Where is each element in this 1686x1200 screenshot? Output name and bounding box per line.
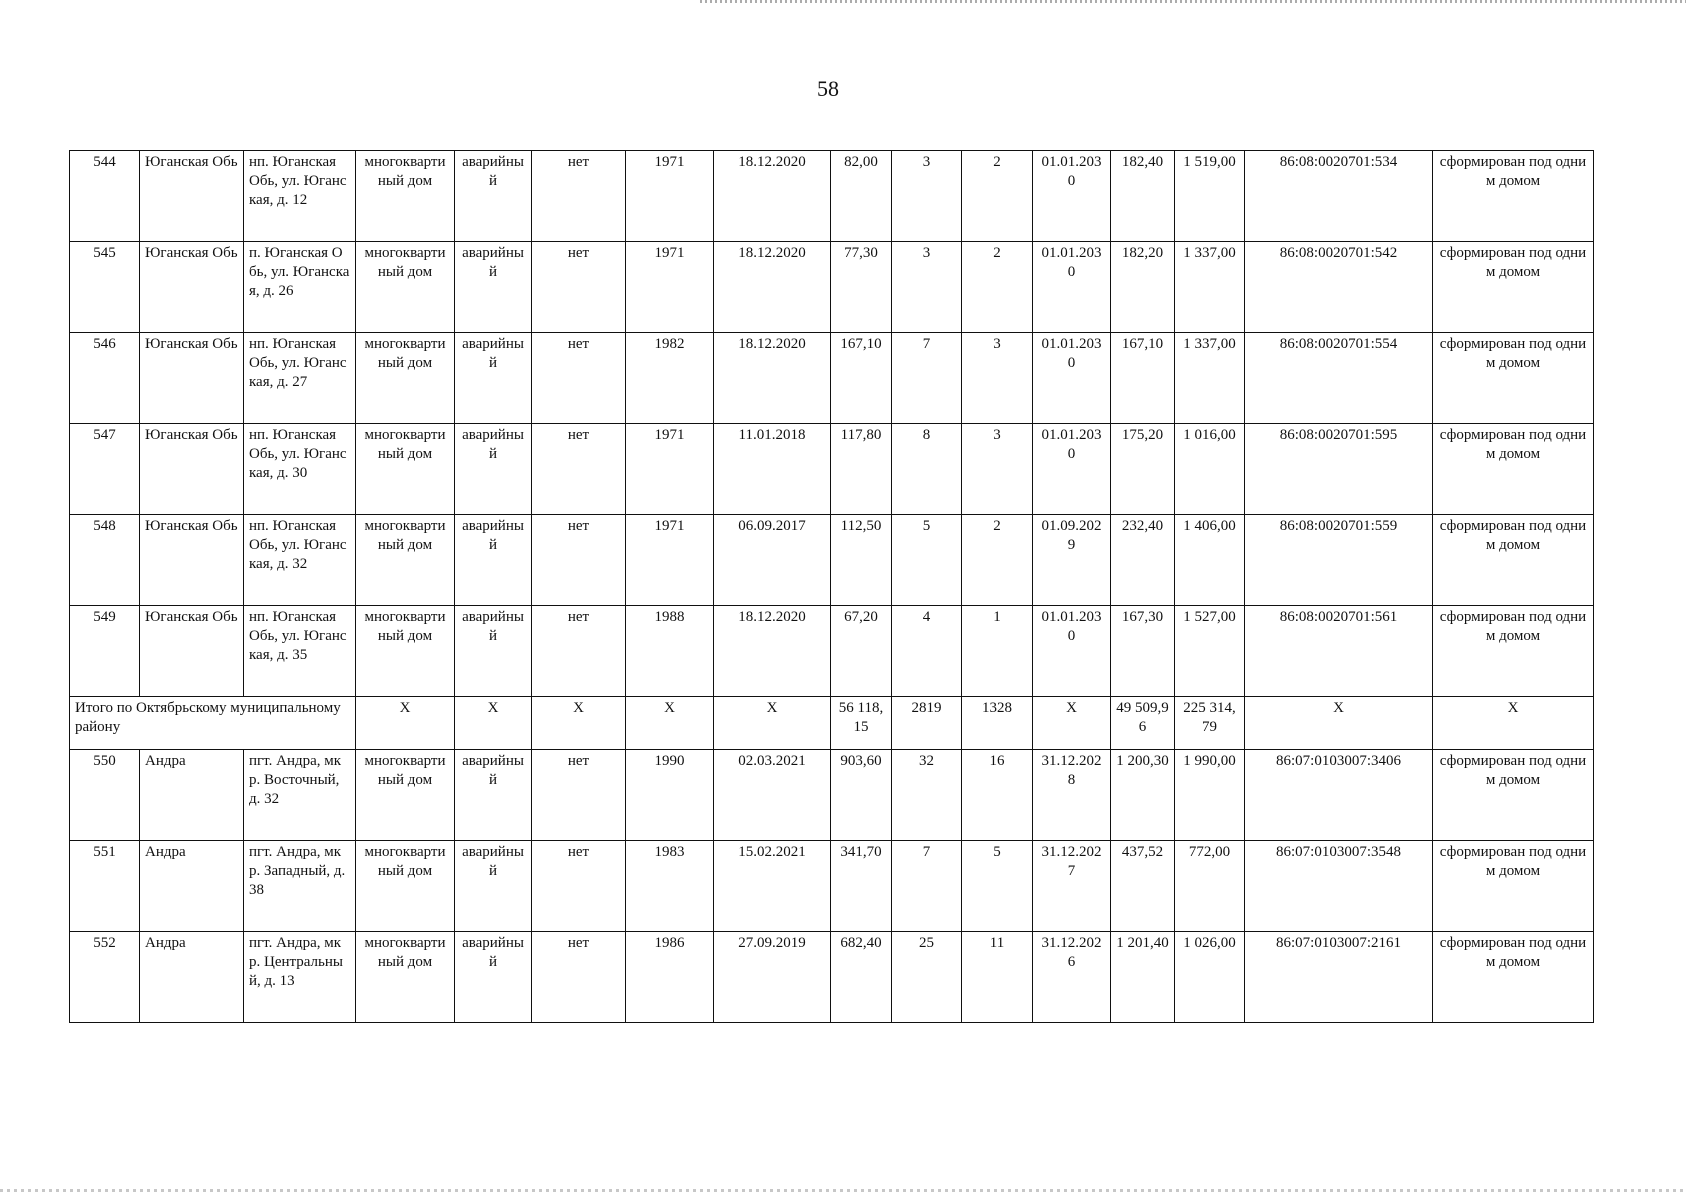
total-note-cell: X	[1433, 697, 1594, 750]
total-decision-date-cell: X	[714, 697, 831, 750]
total-land-area-cell: 49 509,96	[1111, 697, 1175, 750]
decision-date-cell: 18.12.2020	[714, 151, 831, 242]
building-type-cell: многоквартиный дом	[356, 151, 455, 242]
table-row	[70, 606, 1594, 697]
flag-cell: нет	[532, 515, 626, 606]
flag-cell: нет	[532, 841, 626, 932]
settlement-cell: Юганская Обь	[140, 606, 244, 697]
units-cell: 1	[962, 606, 1033, 697]
note-cell: сформирован под одним домом	[1433, 841, 1594, 932]
land-area-cell: 182,40	[1111, 151, 1175, 242]
area-cell: 903,60	[831, 750, 892, 841]
building-type-cell: многоквартиный дом	[356, 242, 455, 333]
note-cell: сформирован под одним домом	[1433, 750, 1594, 841]
price-cell: 1 337,00	[1175, 242, 1245, 333]
flag-cell: нет	[532, 606, 626, 697]
condition-cell: аварийный	[455, 424, 532, 515]
row-number: 547	[70, 424, 140, 515]
deadline-cell: 01.01.2030	[1033, 333, 1111, 424]
deadline-cell: 31.12.2027	[1033, 841, 1111, 932]
total-area-cell: 56 118,15	[831, 697, 892, 750]
condition-cell: аварийный	[455, 841, 532, 932]
land-area-cell: 232,40	[1111, 515, 1175, 606]
condition-cell: аварийный	[455, 932, 532, 1023]
cadastral-number-cell: 86:08:0020701:595	[1245, 424, 1433, 515]
residents-cell: 32	[892, 750, 962, 841]
residents-cell: 8	[892, 424, 962, 515]
year-built-cell: 1971	[626, 515, 714, 606]
condition-cell: аварийный	[455, 151, 532, 242]
settlement-cell: Юганская Обь	[140, 424, 244, 515]
flag-cell: нет	[532, 424, 626, 515]
address-cell: нп. Юганская Обь, ул. Юганская, д. 12	[244, 151, 356, 242]
cadastral-number-cell: 86:08:0020701:561	[1245, 606, 1433, 697]
cadastral-number-cell: 86:08:0020701:554	[1245, 333, 1433, 424]
price-cell: 1 406,00	[1175, 515, 1245, 606]
condition-cell: аварийный	[455, 515, 532, 606]
decision-date-cell: 18.12.2020	[714, 242, 831, 333]
residents-cell: 3	[892, 151, 962, 242]
flag-cell: нет	[532, 932, 626, 1023]
residents-cell: 7	[892, 841, 962, 932]
scan-edge-bottom	[0, 1189, 1686, 1192]
row-number: 551	[70, 841, 140, 932]
scan-edge-top	[700, 0, 1686, 3]
note-cell: сформирован под одним домом	[1433, 333, 1594, 424]
decision-date-cell: 18.12.2020	[714, 606, 831, 697]
residents-cell: 25	[892, 932, 962, 1023]
total-building-type-cell: X	[356, 697, 455, 750]
row-number: 550	[70, 750, 140, 841]
residents-cell: 7	[892, 333, 962, 424]
flag-cell: нет	[532, 242, 626, 333]
residents-cell: 3	[892, 242, 962, 333]
total-year-built-cell: X	[626, 697, 714, 750]
year-built-cell: 1971	[626, 242, 714, 333]
land-area-cell: 437,52	[1111, 841, 1175, 932]
year-built-cell: 1986	[626, 932, 714, 1023]
units-cell: 2	[962, 242, 1033, 333]
area-cell: 682,40	[831, 932, 892, 1023]
address-cell: пгт. Андра, мкр. Восточный, д. 32	[244, 750, 356, 841]
cadastral-number-cell: 86:07:0103007:2161	[1245, 932, 1433, 1023]
note-cell: сформирован под одним домом	[1433, 242, 1594, 333]
condition-cell: аварийный	[455, 606, 532, 697]
table-row	[70, 424, 1594, 515]
year-built-cell: 1971	[626, 151, 714, 242]
address-cell: нп. Юганская Обь, ул. Юганская, д. 30	[244, 424, 356, 515]
total-units-cell: 1328	[962, 697, 1033, 750]
area-cell: 117,80	[831, 424, 892, 515]
area-cell: 341,70	[831, 841, 892, 932]
row-number: 549	[70, 606, 140, 697]
condition-cell: аварийный	[455, 242, 532, 333]
table-row	[70, 841, 1594, 932]
building-type-cell: многоквартиный дом	[356, 606, 455, 697]
note-cell: сформирован под одним домом	[1433, 151, 1594, 242]
building-type-cell: многоквартиный дом	[356, 515, 455, 606]
price-cell: 1 990,00	[1175, 750, 1245, 841]
total-residents-cell: 2819	[892, 697, 962, 750]
building-type-cell: многоквартиный дом	[356, 932, 455, 1023]
table-row	[70, 151, 1594, 242]
settlement-cell: Юганская Обь	[140, 242, 244, 333]
land-area-cell: 1 201,40	[1111, 932, 1175, 1023]
table-row	[70, 515, 1594, 606]
total-flag-cell: X	[532, 697, 626, 750]
settlement-cell: Андра	[140, 932, 244, 1023]
total-price-cell: 225 314,79	[1175, 697, 1245, 750]
cadastral-number-cell: 86:08:0020701:534	[1245, 151, 1433, 242]
housing-registry-table	[69, 150, 1594, 1023]
address-cell: пгт. Андра, мкр. Центральный, д. 13	[244, 932, 356, 1023]
units-cell: 3	[962, 424, 1033, 515]
settlement-cell: Юганская Обь	[140, 151, 244, 242]
cadastral-number-cell: 86:07:0103007:3406	[1245, 750, 1433, 841]
year-built-cell: 1982	[626, 333, 714, 424]
total-label: Итого по Октябрьскому муниципальному району	[70, 697, 356, 750]
units-cell: 3	[962, 333, 1033, 424]
decision-date-cell: 15.02.2021	[714, 841, 831, 932]
area-cell: 67,20	[831, 606, 892, 697]
building-type-cell: многоквартиный дом	[356, 333, 455, 424]
units-cell: 11	[962, 932, 1033, 1023]
units-cell: 2	[962, 515, 1033, 606]
settlement-cell: Юганская Обь	[140, 515, 244, 606]
units-cell: 2	[962, 151, 1033, 242]
address-cell: п. Юганская Обь, ул. Юганская, д. 26	[244, 242, 356, 333]
building-type-cell: многоквартиный дом	[356, 750, 455, 841]
decision-date-cell: 06.09.2017	[714, 515, 831, 606]
land-area-cell: 1 200,30	[1111, 750, 1175, 841]
price-cell: 1 026,00	[1175, 932, 1245, 1023]
area-cell: 112,50	[831, 515, 892, 606]
decision-date-cell: 18.12.2020	[714, 333, 831, 424]
price-cell: 1 016,00	[1175, 424, 1245, 515]
price-cell: 772,00	[1175, 841, 1245, 932]
note-cell: сформирован под одним домом	[1433, 424, 1594, 515]
year-built-cell: 1983	[626, 841, 714, 932]
deadline-cell: 01.01.2030	[1033, 606, 1111, 697]
land-area-cell: 167,30	[1111, 606, 1175, 697]
flag-cell: нет	[532, 750, 626, 841]
row-number: 544	[70, 151, 140, 242]
registry-body	[70, 151, 1594, 1023]
building-type-cell: многоквартиный дом	[356, 841, 455, 932]
area-cell: 82,00	[831, 151, 892, 242]
decision-date-cell: 11.01.2018	[714, 424, 831, 515]
cadastral-number-cell: 86:07:0103007:3548	[1245, 841, 1433, 932]
building-type-cell: многоквартиный дом	[356, 424, 455, 515]
flag-cell: нет	[532, 333, 626, 424]
year-built-cell: 1990	[626, 750, 714, 841]
table-row	[70, 333, 1594, 424]
address-cell: нп. Юганская Обь, ул. Юганская, д. 27	[244, 333, 356, 424]
row-number: 548	[70, 515, 140, 606]
land-area-cell: 175,20	[1111, 424, 1175, 515]
deadline-cell: 01.09.2029	[1033, 515, 1111, 606]
decision-date-cell: 27.09.2019	[714, 932, 831, 1023]
flag-cell: нет	[532, 151, 626, 242]
address-cell: пгт. Андра, мкр. Западный, д. 38	[244, 841, 356, 932]
table-row	[70, 750, 1594, 841]
condition-cell: аварийный	[455, 333, 532, 424]
note-cell: сформирован под одним домом	[1433, 515, 1594, 606]
area-cell: 167,10	[831, 333, 892, 424]
deadline-cell: 31.12.2026	[1033, 932, 1111, 1023]
total-cadastral-number-cell: X	[1245, 697, 1433, 750]
price-cell: 1 527,00	[1175, 606, 1245, 697]
residents-cell: 5	[892, 515, 962, 606]
units-cell: 5	[962, 841, 1033, 932]
price-cell: 1 337,00	[1175, 333, 1245, 424]
deadline-cell: 01.01.2030	[1033, 242, 1111, 333]
address-cell: нп. Юганская Обь, ул. Юганская, д. 35	[244, 606, 356, 697]
deadline-cell: 01.01.2030	[1033, 424, 1111, 515]
units-cell: 16	[962, 750, 1033, 841]
area-cell: 77,30	[831, 242, 892, 333]
table-row	[70, 242, 1594, 333]
settlement-cell: Андра	[140, 841, 244, 932]
cadastral-number-cell: 86:08:0020701:542	[1245, 242, 1433, 333]
page-number: 58	[817, 76, 839, 101]
price-cell: 1 519,00	[1175, 151, 1245, 242]
table-row	[70, 932, 1594, 1023]
decision-date-cell: 02.03.2021	[714, 750, 831, 841]
deadline-cell: 31.12.2028	[1033, 750, 1111, 841]
row-number: 546	[70, 333, 140, 424]
total-condition-cell: X	[455, 697, 532, 750]
condition-cell: аварийный	[455, 750, 532, 841]
residents-cell: 4	[892, 606, 962, 697]
row-number: 552	[70, 932, 140, 1023]
deadline-cell: 01.01.2030	[1033, 151, 1111, 242]
row-number: 545	[70, 242, 140, 333]
cadastral-number-cell: 86:08:0020701:559	[1245, 515, 1433, 606]
note-cell: сформирован под одним домом	[1433, 932, 1594, 1023]
year-built-cell: 1971	[626, 424, 714, 515]
year-built-cell: 1988	[626, 606, 714, 697]
total-deadline-cell: X	[1033, 697, 1111, 750]
total-row	[70, 697, 1594, 750]
settlement-cell: Юганская Обь	[140, 333, 244, 424]
land-area-cell: 167,10	[1111, 333, 1175, 424]
address-cell: нп. Юганская Обь, ул. Юганская, д. 32	[244, 515, 356, 606]
settlement-cell: Андра	[140, 750, 244, 841]
land-area-cell: 182,20	[1111, 242, 1175, 333]
note-cell: сформирован под одним домом	[1433, 606, 1594, 697]
